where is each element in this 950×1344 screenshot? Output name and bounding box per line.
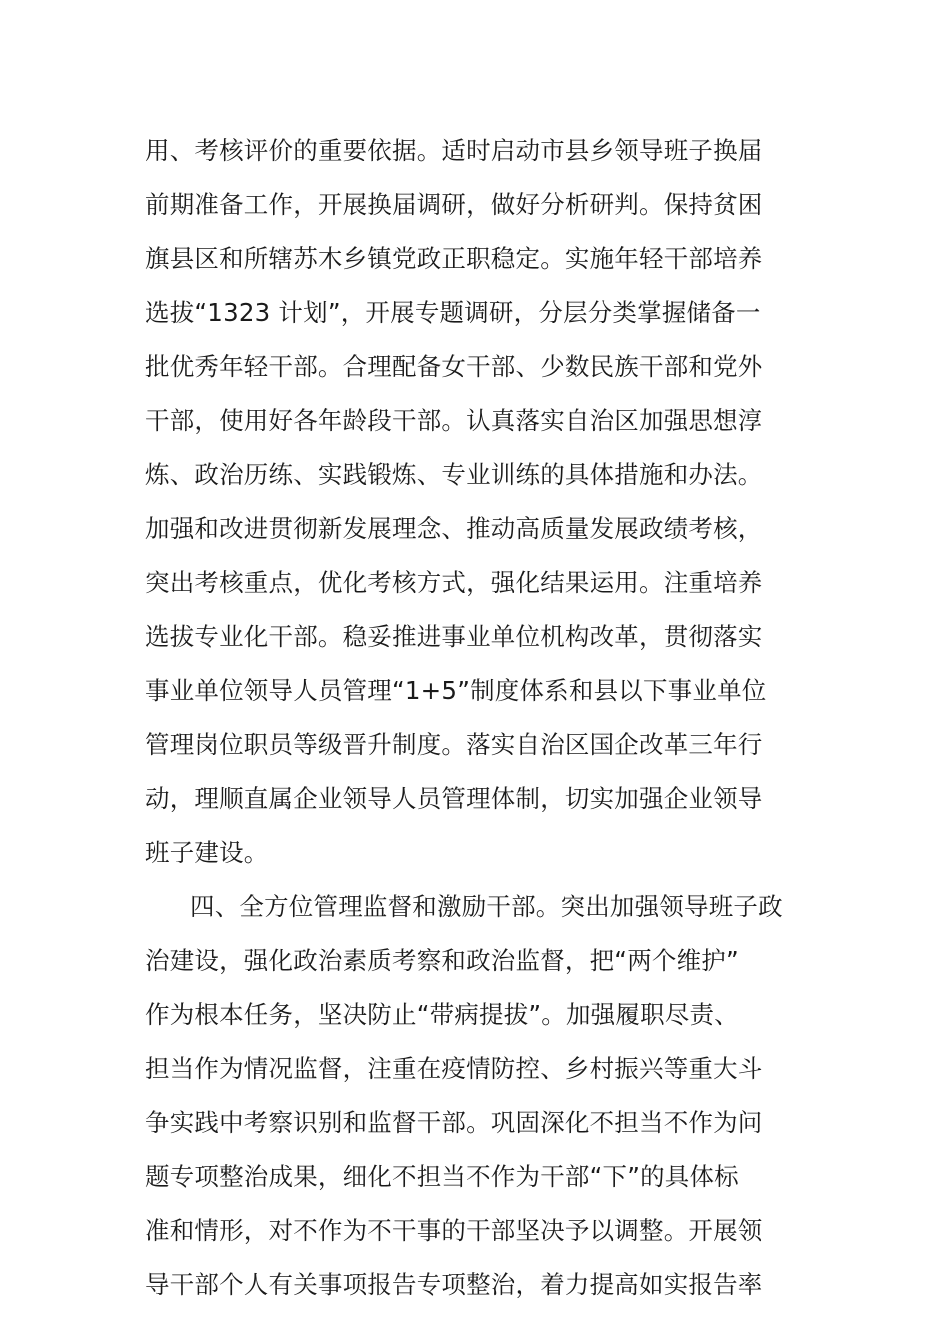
text-line: 干部，使用好各年龄段干部。认真落实自治区加强思想淳	[145, 406, 763, 435]
text-line: 担当作为情况监督，注重在疫情防控、乡村振兴等重大斗	[145, 1054, 763, 1083]
text-line: 旗县区和所辖苏木乡镇党政正职稳定。实施年轻干部培养	[145, 244, 763, 273]
text-line: 突出考核重点，优化考核方式，强化结果运用。注重培养	[145, 568, 763, 597]
text-line: 炼、政治历练、实践锻炼、专业训练的具体措施和办法。	[145, 460, 763, 489]
text-line: 前期准备工作，开展换届调研，做好分析研判。保持贫困	[145, 190, 763, 219]
text-line: 导干部个人有关事项报告专项整治，着力提高如实报告率	[145, 1270, 763, 1299]
text-line: 用、考核评价的重要依据。适时启动市县乡领导班子换届	[145, 136, 763, 165]
text-line: 加强和改进贯彻新发展理念、推动高质量发展政绩考核，	[145, 514, 763, 543]
text-line: 管理岗位职员等级晋升制度。落实自治区国企改革三年行	[145, 730, 763, 759]
text-line: 选拔“1323 计划”，开展专题调研，分层分类掌握储备一	[145, 298, 761, 327]
text-line: 事业单位领导人员管理“1+5”制度体系和县以下事业单位	[145, 676, 767, 705]
text-line: 题专项整治成果，细化不担当不作为干部“下”的具体标	[145, 1162, 739, 1191]
text-line: 动，理顺直属企业领导人员管理体制，切实加强企业领导	[145, 784, 763, 813]
text-line: 作为根本任务，坚决防止“带病提拔”。加强履职尽责、	[145, 1000, 739, 1029]
text-line: 班子建设。	[145, 838, 269, 867]
text-line: 批优秀年轻干部。合理配备女干部、少数民族干部和党外	[145, 352, 763, 381]
text-line: 选拔专业化干部。稳妥推进事业单位机构改革，贯彻落实	[145, 622, 763, 651]
text-line: 争实践中考察识别和监督干部。巩固深化不担当不作为问	[145, 1108, 763, 1137]
section-heading-line: 四、全方位管理监督和激励干部。突出加强领导班子政	[190, 892, 783, 921]
text-line: 治建设，强化政治素质考察和政治监督，把“两个维护”	[145, 946, 739, 975]
body-text	[145, 124, 810, 1312]
text-line: 准和情形，对不作为不干事的干部坚决予以调整。开展领	[145, 1216, 763, 1245]
